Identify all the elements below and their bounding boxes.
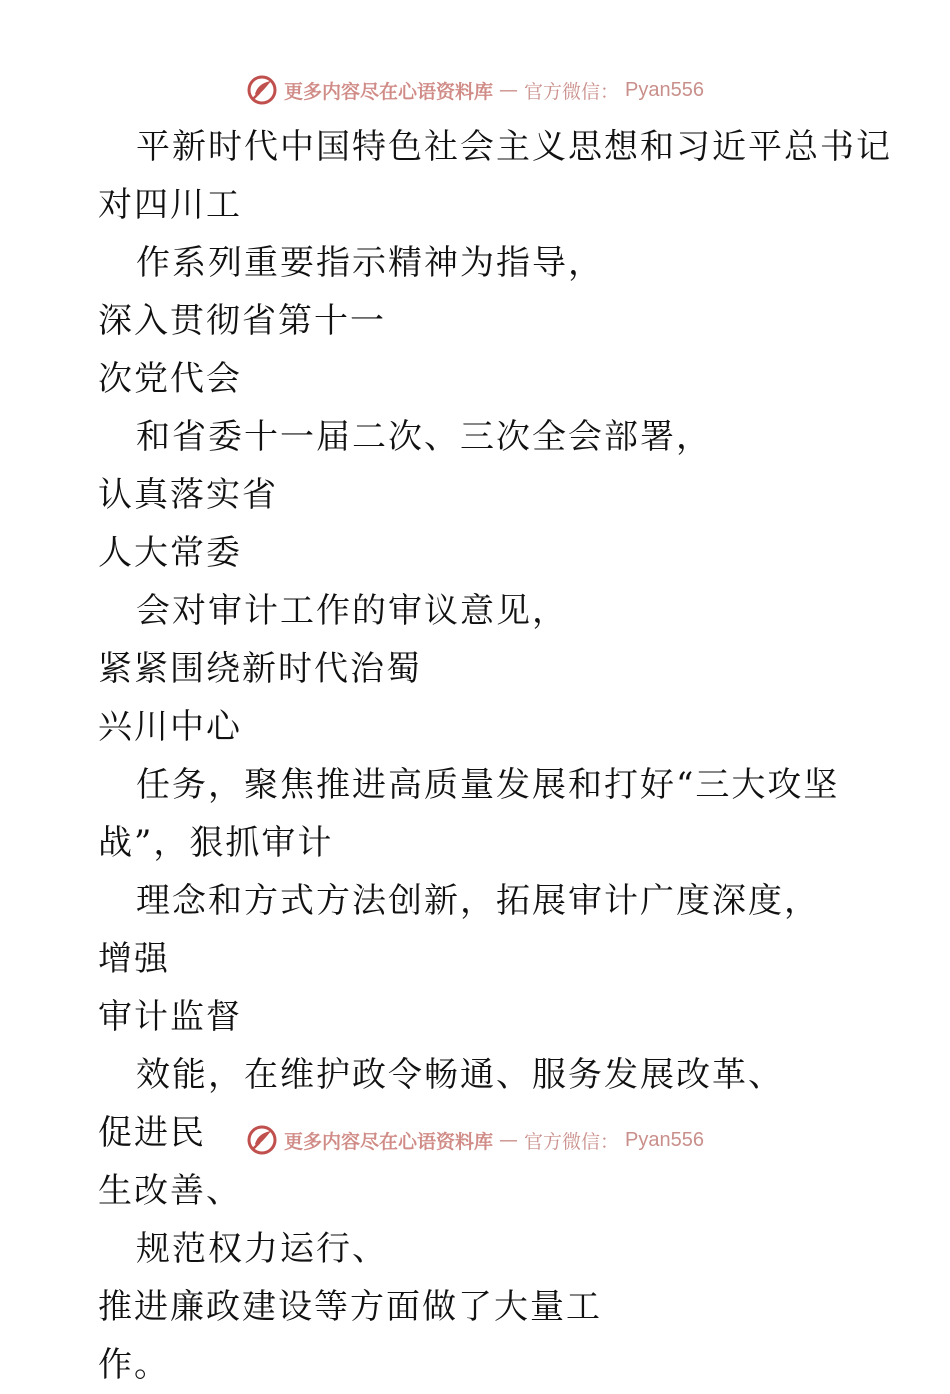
paragraph-line: 理念和方式方法创新，拓展审计广度深度，增强 xyxy=(98,881,820,979)
paragraph xyxy=(98,118,892,234)
paragraph xyxy=(98,756,878,872)
watermark-dash: — xyxy=(499,1129,519,1151)
paragraph-line-continued: 审计监督 xyxy=(98,997,242,1037)
brand-logo-icon xyxy=(246,74,278,106)
paragraph-line-continued: 生改善、 xyxy=(98,1171,242,1211)
paragraph-line: 效能，在维护政令畅通、服务发展改革、促进民 xyxy=(98,1055,784,1153)
paragraph xyxy=(98,872,878,1046)
paragraph-line-continued: 兴川中心 xyxy=(98,707,242,747)
paragraph xyxy=(98,234,878,408)
paragraph-line-continued: 人大常委 xyxy=(98,533,242,573)
watermark-dash: — xyxy=(499,79,519,101)
paragraph-line: 和省委十一届二次、三次全会部署，认真落实省 xyxy=(98,417,712,515)
paragraph xyxy=(98,582,878,756)
paragraph-line-continued: 次党代会 xyxy=(98,359,242,399)
paragraph-line: 作系列重要指示精神为指导，深入贯彻省第十一 xyxy=(98,243,604,341)
paragraph-line: 任务，聚焦推进高质量发展和打好“三大攻坚 xyxy=(136,765,840,805)
header-watermark xyxy=(0,72,950,108)
watermark-wechat-id: Pyan556 xyxy=(625,1128,704,1151)
watermark-wechat-label: 官方微信： xyxy=(524,80,620,103)
document-body xyxy=(98,118,892,1394)
watermark-wechat-label: 官方微信： xyxy=(524,1130,620,1153)
paragraph xyxy=(98,1220,878,1394)
paragraph-line-continued: 对四川工 xyxy=(98,185,242,225)
watermark-wechat-id: Pyan556 xyxy=(625,78,704,101)
watermark-site-text: 更多内容尽在心语资料库 xyxy=(284,80,494,103)
paragraph-line: 规范权力运行、推进廉政建设等方面做了大量工 xyxy=(98,1229,602,1327)
paragraph-line: 平新时代中国特色社会主义思想和习近平总书记 xyxy=(136,127,892,167)
watermark-site-text: 更多内容尽在心语资料库 xyxy=(284,1130,494,1153)
paragraph-line-continued: 战”，狠抓审计 xyxy=(98,823,334,863)
footer-watermark xyxy=(0,1122,950,1158)
paragraph xyxy=(98,408,878,582)
brand-logo-icon xyxy=(246,1124,278,1156)
paragraph-line-continued: 作。 xyxy=(98,1345,170,1385)
paragraph-line: 会对审计工作的审议意见，紧紧围绕新时代治蜀 xyxy=(98,591,568,689)
